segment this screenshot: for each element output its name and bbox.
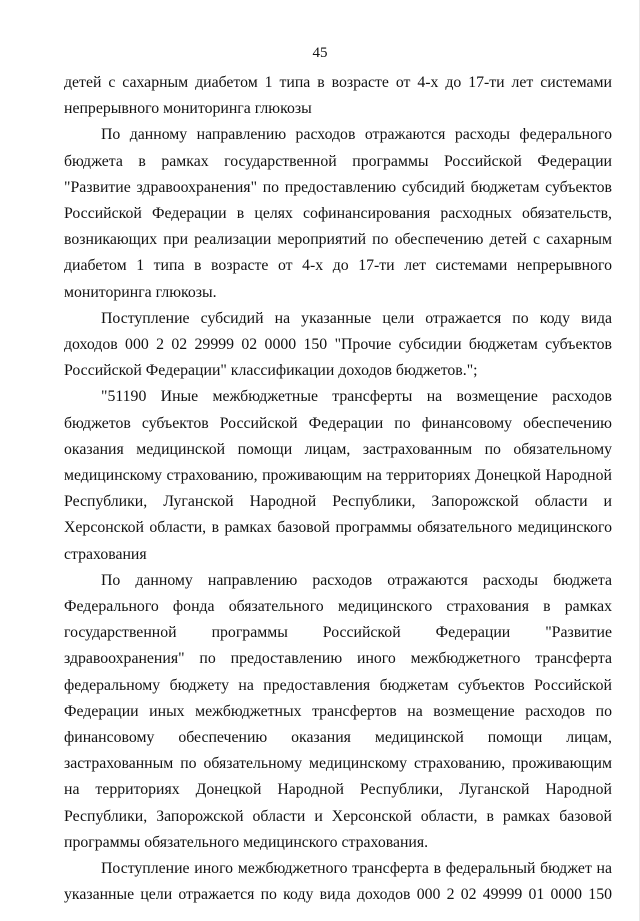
paragraph-federal-budget-expenses: По данному направлению расходов отражаются расходы федерального бюджета в рамках государственной программы Российской Федерации "Развитие здравоохранения" по предоставлению субсидий бюджетам субъектов Российской Федерации в целях софинансирования расходных обязательств, возникающих при реализации мероприятий по обеспечению детей с сахарным диабетом 1 типа в возрасте от 4-х до 17-ти лет системами непрерывного мониторинга глюкозы. <box>64 126 612 301</box>
page-number: 45 <box>312 45 328 61</box>
paragraph-ffoms-expenses: По данному направлению расходов отражаются расходы бюджета Федерального фонда обязательного медицинского страхования в рамках государственной программы Российской Федерации "Развитие здравоохранения" по предоставлению иного межбюджетного трансферта федеральному бюджету на предоставления бюджетам субъектов Российской Федерации иных межбюджетных трансфертов на возмещение расходов по финансовому обеспечению оказания медицинской помощи лицам, застрахованным по обязательному медицинскому страхованию, проживающим на территориях Донецкой Народной Республики, Луганской Народной Республики, Запорожской области и Херсонской области, в рамках базовой программы обязательного медицинского страхования. <box>64 571 612 851</box>
document-body <box>64 70 612 909</box>
paragraph-subsidy-receipt: Поступление субсидий на указанные цели отражается по коду вида доходов 000 2 02 29999 02 0000 150 "Прочие субсидии бюджетам субъектов Российской Федерации" классификации доходов бюджетов."; <box>64 309 612 380</box>
paragraph-code-51190: "51190 Иные межбюджетные трансферты на возмещение расходов бюджетов субъектов Российской Федерации по финансовому обеспечению оказания медицинской помощи лицам, застрахованным по обязательному медицинскому страхованию, проживающим на территориях Донецкой Народной Республики, Луганской Народной Республики, Запорожской области и Херсонской области, в рамках базовой программы обязательного медицинского страхования <box>64 388 612 563</box>
paragraph-continuation: детей с сахарным диабетом 1 типа в возрасте от 4-х до 17-ти лет системами непрерывного мониторинга глюкозы <box>64 74 612 118</box>
paragraph-transfer-receipt: Поступление иного межбюджетного трансферта в федеральный бюджет на указанные цели отражается по коду вида доходов 000 2 02 49999 01 0000 150 <box>64 860 612 904</box>
